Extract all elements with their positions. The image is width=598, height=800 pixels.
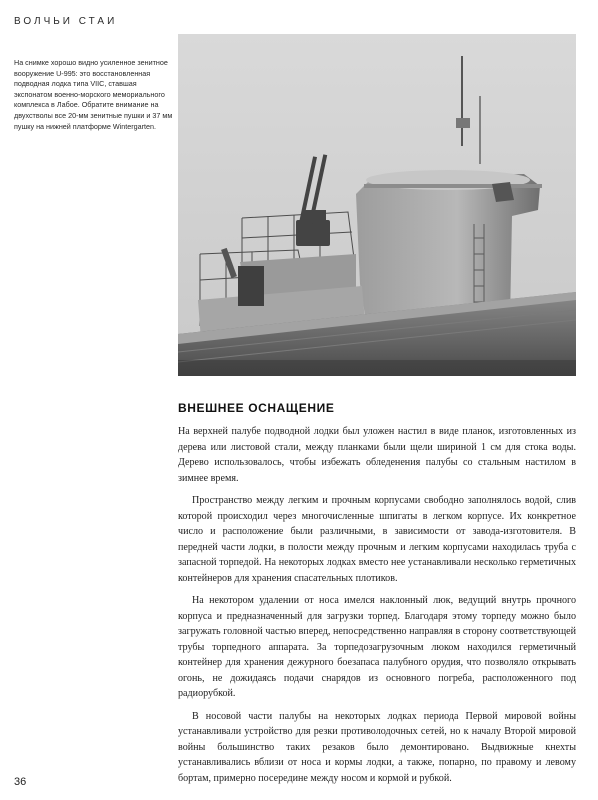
paragraph-3: На некотором удалении от носа имелся наклонный люк, ведущий внутрь прочного корпуса и предназначенный для загрузки торпед. Благодаря этому торпеду можно было загружать головной частью вперед, непосредственно направляя в сторону соответствующей трубы торпедного аппарата. За торпедозагрузочным люком находился герметичный контейнер для хранения дежурного боезапаса палубного орудия, что позволяло открывать огонь, не дожидаясь подачи снарядов из основного погреба, расположенного под радиорубкой. bbox=[178, 595, 576, 699]
body-text bbox=[178, 424, 576, 793]
paragraph-1: На верхней палубе подводной лодки был уложен настил в виде планок, изготовленных из дерева или листовой стали, между планками были щели шириной 1 см для стока воды. Дерево использовалось, чтобы избежать обледенения палубы со стальным настилом в зимнее время. bbox=[178, 426, 576, 484]
submarine-photo bbox=[178, 34, 576, 376]
page-number: 36 bbox=[14, 776, 27, 788]
photo-caption: На снимке хорошо видно усиленное зенитное вооружение U-995: это восстановленная подводная лодка типа VIIC, ставшая экспонатом военно-морского мемориального комплекса в Лабое. Обратите внимание на двухстволы все 20-мм зенитные пушки и 37 мм пушку на нижней платформе Wintergarten. bbox=[14, 58, 173, 131]
paragraph-4: В носовой части палубы на некоторых лодках периода Первой мировой войны устанавливали устройство для резки противолодочных сетей, но к началу Второй мировой войны большинство таких резаков было демонтировано. Выдвижные кнехты устанавливались вблизи от носа и кормы лодки, а также, попарно, по правому и левому бортам, примерно посередине между носом и кормой и рубкой. bbox=[178, 710, 576, 784]
section-title: ВНЕШНЕЕ ОСНАЩЕНИЕ bbox=[178, 401, 335, 415]
paragraph-2: Пространство между легким и прочным корпусами свободно заполнялось водой, слив которой происходил через многочисленные шпигаты в легком корпусе. Их конкретное число и расположение были различными, в зависимости от завода-изготовителя. В передней части лодки, в полости между прочным и легким корпусами находилась труба с запасной торпедой. На некоторых лодках вместо нее устанавливали несколько герметичных контейнеров для хранения спасательных плотиков. bbox=[178, 495, 576, 584]
running-head: ВОЛЧЬИ СТАИ bbox=[14, 16, 118, 27]
